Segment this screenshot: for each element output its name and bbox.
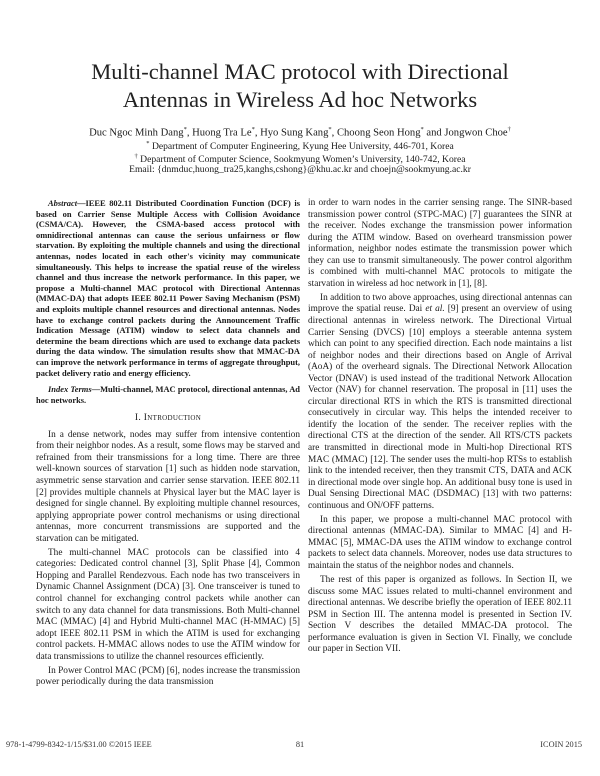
author-2-mark: * (251, 126, 255, 133)
paper-title (30, 58, 570, 114)
paragraph: In Power Control MAC (PCM) [6], nodes increase the transmission power periodically during the data transmission (36, 665, 300, 688)
paragraph-text: In addition to two above approaches, using directional antennas can improve the spatial reuse. Dai (308, 292, 572, 315)
abstract-text: —IEEE 802.11 Distributed Coordination Function (DCF) is based on Carrier Sense Multiple Access with Collision Avoidance (CSMA/CA). However, the CSMA-based access protocol with omnidirectional antennas can cause the serious unfairness or flow starvation. By exploiting the multiple channels and using the directional antennas, nodes located in each other's vicinity may communicate simultaneously. This helps to increase the spatial reuse of the wireless channel and thus increase the network performance. In this paper, we propose a Multi-channel MAC protocol with Directional Antennas (MMAC-DA) that adopts IEEE 802.11 Power Saving Mechanism (PSM) and exploits multiple channel resources and directional antennas. Nodes have to exchange control packets during the Announcement Traffic Indication Message (ATIM) window to select data channels and determine the beam directions which are used to exchange data packets during the data window. The simulation results show that MMAC-DA can improve the network performance in terms of aggregate throughput, packet delivery ratio and energy efficiency. (36, 198, 300, 378)
affiliation-2-mark: † (134, 153, 138, 160)
footer-copyright: 978-1-4799-8342-1/15/$31.00 ©2015 IEEE (6, 740, 152, 749)
author-3: Hyo Sung Kang (260, 127, 329, 139)
author-5-mark: † (507, 126, 511, 133)
section-heading-introduction (36, 412, 300, 424)
author-5: Jongwon Choe (444, 127, 508, 139)
paragraph-text: [9] present an overview of using directional antennas in wireless network. The Directional Virtual Carrier Sensing (DVCS) [10] employs a steerable antenna system which can point to any specified direction. Each node maintains a list of neighbor nodes and their directions based on Angle of Arrival (AoA) of the overheard signals. The Directional Network Allocation Vector (DNAV) is used instead of the traditional Network Allocation Vector (NAV) for channel reservation. The proposal in [11] uses the circular directional RTS in which the RTS is transmitted directional consecutively in circular way. This helps the intended receiver to identify the location of the sender. The receiver replies with the directional CTS at the direction of the sender. All RTS/CTS packets are transmitted in directional mode in Multi-hop Directional RTS MAC (MMAC) [12]. The sender uses the multi-hop RTSs to establish link to the intended receiver, then they transmit CTS, DATA and ACK in directional mode over single hop. An additional busy tone is used in Dual Sensing Directional MAC (DSDMAC) [13] with two patterns: continuous and ON/OFF patterns. (308, 304, 573, 511)
affiliation-2-text: Department of Computer Science, Sookmyung Women’s University, 140-742, Korea (140, 154, 466, 166)
author-4: Choong Seon Hong (336, 127, 421, 139)
left-column (36, 198, 300, 691)
paragraph: in order to warn nodes in the carrier sensing range. The SINR-based transmission power control (STPC-MAC) [7] guarantees the SINR at the receiver. Nodes exchange the transmission power information during the ATIM window. Based on overheard transmission power information, neighbor nodes estimate the transmission power which they can use to transmit simultaneously. The power control algorithm is combined with multi-channel MAC protocols to mitigate the starvation in wireless ad hoc network in [1], [8]. (308, 198, 572, 289)
paragraph: In a dense network, nodes may suffer from intensive contention from their neighbor nodes. As a result, some flows may be starved and refrained from their transmissions for a long time. There are three well-known sources of starvation [1] such as hidden node starvation, asymmetric sense starvation and carrier sense starvation. IEEE 802.11 [2] provides multiple channels at Physical layer but the MAC layer is designed for single channel. By exploiting multiple channel resources, applying appropriate power control mechanisms or using directional antennas, more concurrent transmissions are supported and the starvation can be mitigated. (36, 429, 300, 544)
author-3-mark: * (328, 126, 332, 133)
abstract-label: Abstract (48, 198, 78, 208)
et-al: et al. (425, 304, 445, 315)
affiliation-1-text: Department of Computer Engineering, Kyung Hee University, 446-701, Korea (151, 141, 454, 153)
footer-page-number: 81 (295, 740, 305, 749)
title-line-2: Antennas in Wireless Ad hoc Networks (122, 87, 478, 112)
section-title: Introduction (143, 412, 202, 424)
right-column (308, 198, 572, 658)
abstract (36, 198, 300, 378)
author-1-mark: * (183, 126, 187, 133)
paragraph: The multi-channel MAC protocols can be classified into 4 categories: Dedicated control channel [3], Split Phase [4], Common Hopping and Parallel Rendezvous. Each node has two transceivers in Dynamic Channel Assignment (DCA) [3]. One transceiver is tuned to control channel for exchanging control packets while another can switch to any data channel for data transmissions. Both Multi-channel MAC (MMAC) [4] and Hybrid Multi-channel MAC (H-MMAC) [5] adopt IEEE 802.11 PSM in which the ATIM is used for exchanging control packets. H-MMAC allows nodes to use the ATIM window for data transmissions to utilize the channel resources efficiently. (36, 547, 300, 662)
affiliation-1-mark: * (146, 140, 150, 147)
email-line: Email: {dnmduc,huong_tra25,kanghs,cshong}@khu.ac.kr and choejn@sookmyung.ac.kr (129, 164, 471, 175)
author-1: Duc Ngoc Minh Dang (89, 127, 184, 139)
paragraph: In this paper, we propose a multi-channel MAC protocol with directional antennas (MMAC-DA). Similar to MMAC [4] and H-MMAC [5], MMAC-DA uses the ATIM window to exchange control packets to select data channels. Moreover, nodes use data structures to maintain the status of the neighbor nodes and channels. (308, 514, 572, 571)
paragraph: The rest of this paper is organized as follows. In Section II, we discuss some MAC issues related to multi-channel environment and directional antennas. We describe briefly the operation of IEEE 802.11 PSM in Section III. The antenna model is presented in Section IV. Section V describes the detailed MMAC-DA protocol. The performance evaluation is given in Section VI. Finally, we conclude our paper in Section VII. (308, 575, 572, 655)
author-2: Huong Tra Le (192, 127, 252, 139)
paragraph (308, 293, 572, 512)
footer-conference: ICOIN 2015 (540, 740, 582, 749)
author-list: Duc Ngoc Minh Dang*, Huong Tra Le*, Hyo Sung Kang*, Choong Seon Hong* and Jongwon Choe† (89, 126, 511, 139)
author-4-mark: * (420, 126, 424, 133)
index-terms-text: —Multi-channel, MAC protocol, directional antennas, Ad hoc networks. (36, 384, 300, 405)
index-terms (36, 384, 300, 405)
title-line-1: Multi-channel MAC protocol with Directional (91, 59, 509, 84)
index-terms-label: Index Terms (48, 384, 92, 395)
section-number: I. (134, 412, 142, 424)
